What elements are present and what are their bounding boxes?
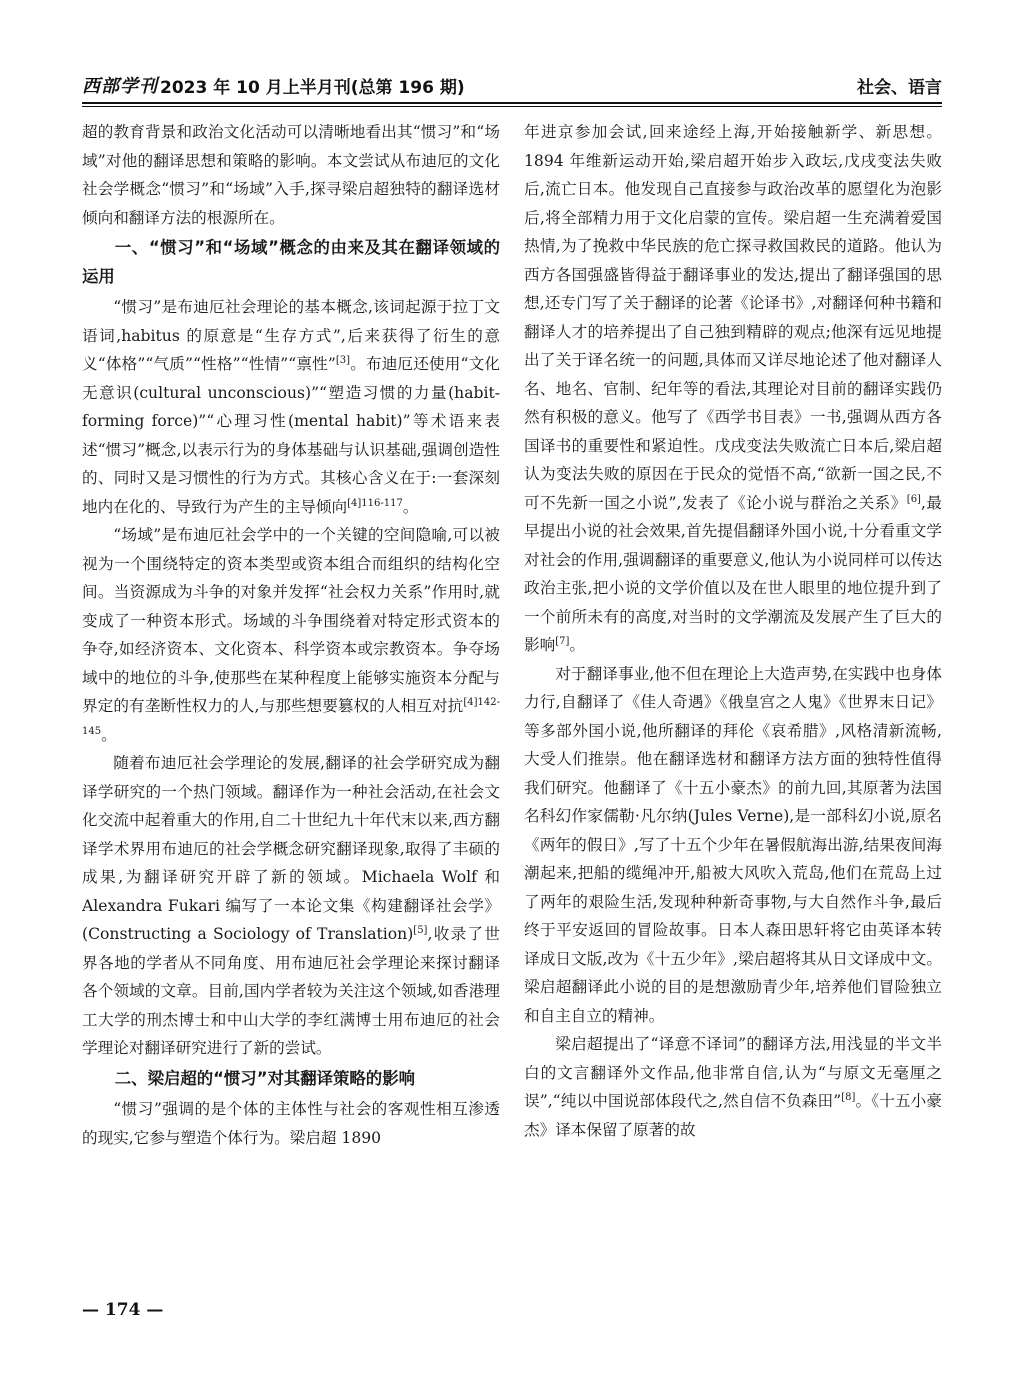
paragraph-text: 二、梁启超的“惯习”对其翻译策略的影响 (114, 1068, 415, 1088)
paragraph-text: 随着布迪厄社会学理论的发展,翻译的社会学研究成为翻译学研究的一个热门领域。翻译作为一种社会活动,在社会文化交流中起着重大的作用,自二十世纪九十年代末以来,西方翻译学术界用布迪厄的社会学概念研究翻译现象,取得了丰硕的成果,为翻译研究开辟了新的领域。Michaela Wolf 和 Alexandra Fukari 编写了一本论文集《构建翻译社会学》(Constructing a Sociology of Translation) (82, 754, 500, 943)
citation-ref: [4]142-145 (82, 696, 500, 737)
paragraph-text: 对于翻译事业,他不但在理论上大造声势,在实践中也身体力行,自翻译了《佳人奇遇》《俄皇宫之人鬼》《世界末日记》等多部外国小说,他所翻译的拜伦《哀希腊》,风格清新流畅,大受人们推崇。他在翻译选材和翻译方法方面的独特性值得我们研究。他翻译了《十五小豪杰》的前九回,其原著为法国名科幻作家儒勒·凡尔纳(Jules Verne),是一部科幻小说,原名《两年的假日》,写了十五个少年在暑假航海出游,结果夜间海潮起来,把船的缆绳冲开,船被大风吹入荒岛,他们在荒岛上过了两年的艰险生活,发现种种新奇事物,与大自然作斗争,最后终于平安返回的冒险故事。日本人森田思轩将它由英译本转译成日文版,改为《十五少年》,梁启超将其从日文译成中文。梁启超翻译此小说的目的是想激励青少年,培养他们冒险独立和自主自立的精神。 (524, 664, 942, 1025)
citation-ref: [4]116-117 (347, 497, 403, 509)
citation-ref: [6] (906, 493, 921, 505)
section-label: 社会、语言 (857, 77, 942, 98)
header-left (82, 72, 465, 98)
paragraph (82, 521, 500, 749)
header-rule-thin (82, 106, 942, 107)
body-columns (82, 118, 942, 1288)
right-column (524, 118, 942, 1288)
left-column (82, 118, 500, 1288)
citation-ref: [3] (335, 354, 351, 366)
paragraph-text: “场域”是布迪厄社会学中的一个关键的空间隐喻,可以被视为一个围绕特定的资本类型或资本组合而组织的结构化空间。当资源成为斗争的对象并发挥“社会权力关系”作用时,就变成了一种资本形式。场域的斗争围绕着对特定形式资本的争夺,如经济资本、文化资本、科学资本或宗教资本。争夺场域中的地位的斗争,使那些在某种程度上能够实施资本分配与界定的有垄断性权力的人,与那些想要篡权的人相互对抗 (82, 526, 500, 715)
paragraph (82, 293, 500, 521)
paragraph-text: “惯习”是布迪厄社会理论的基本概念,该词起源于拉丁文语词,habitus 的原意是“生存方式”,后来获得了衍生的意义“体格”“气质”“性格”“性情”“禀性” (82, 298, 500, 373)
paragraph-text: 一、“惯习”和“场域”概念的由来及其在翻译领域的运用 (82, 238, 500, 286)
header-rule (82, 102, 942, 104)
citation-ref: [5] (413, 924, 428, 936)
paragraph (82, 749, 500, 1063)
paragraph-text: 。 (569, 636, 585, 654)
citation-ref: [7] (555, 635, 570, 647)
journal-logo: 西部学刊 (82, 76, 158, 97)
paragraph-text: ,收录了世界各地的学者从不同角度、用布迪厄社会学理论来探讨翻译各个领域的文章。目前,国内学者较为关注这个领域,如香港理工大学的刑杰博士和中山大学的李红满博士用布迪厄的社会学理论对翻译研究进行了新的尝试。 (82, 925, 500, 1057)
paragraph (524, 118, 942, 660)
paragraph-text: 。 (402, 497, 419, 516)
paragraph (82, 118, 500, 232)
paragraph-text: ,最早提出小说的社会效果,首先提倡翻译外国小说,十分看重文学对社会的作用,强调翻译的重要意义,他认为小说同样可以传达政治主张,把小说的文学价值以及在世人眼里的地位提升到了一个前所未有的高度,对当时的文学潮流及发展产生了巨大的影响 (524, 493, 942, 654)
paragraph-text: 超的教育背景和政治文化活动可以清晰地看出其“惯习”和“场域”对他的翻译思想和策略的影响。本文尝试从布迪厄的文化社会学概念“惯习”和“场域”入手,探寻梁启超独特的翻译选材倾向和翻译方法的根源所在。 (82, 123, 500, 227)
page-number: — 174 — (82, 1300, 164, 1320)
paragraph-text: 。 (101, 725, 117, 744)
paragraph-text: “惯习”强调的是个体的主体性与社会的客观性相互渗透的现实,它参与塑造个体行为。梁启超 1890 (82, 1100, 500, 1147)
paragraph (82, 1095, 500, 1152)
running-header (82, 70, 942, 100)
section-heading (82, 234, 500, 291)
paragraph (524, 1030, 942, 1144)
citation-ref: [8] (841, 1091, 856, 1103)
paragraph-text: 。《十五小豪杰》译本保留了原著的故 (524, 1092, 942, 1139)
issue-info: 2023 年 10 月上半月刊(总第 196 期) (160, 77, 465, 98)
paragraph-text: 。布迪厄还使用“文化无意识(cultural unconscious)”“塑造习惯的力量(habit-forming force)”“心理习性(mental habit)”等术语来表述“惯习”概念,以表示行为的身体基础与认识基础,强调创造性的、同时又是习惯性的行为方式。其核心含义在于:一套深刻地内在化的、导致行为产生的主导倾向 (82, 355, 500, 516)
paragraph-text: 梁启超提出了“译意不译词”的翻译方法,用浅显的半文半白的文言翻译外文作品,他非常自信,认为“与原文无毫厘之误”,“纯以中国说部体段代之,然自信不负森田” (524, 1035, 942, 1110)
paragraph-text: 年进京参加会试,回来途经上海,开始接触新学、新思想。1894 年维新运动开始,梁启超开始步入政坛,戊戌变法失败后,流亡日本。他发现自己直接参与政治改革的愿望化为泡影后,将全部精力用于文化启蒙的宣传。梁启超一生充满着爱国热情,为了挽救中华民族的危亡探寻救国救民的道路。他认为西方各国强盛皆得益于翻译事业的发达,提出了翻译强国的思想,还专门写了关于翻译的论著《论译书》,对翻译何种书籍和翻译人才的培养提出了自己独到精辟的观点;他深有远见地提出了关于译名统一的问题,具体而又详尽地论述了他对翻译人名、地名、官制、纪年等的看法,其理论对目前的翻译实践仍然有积极的意义。他写了《西学书目表》一书,强调从西方各国译书的重要性和紧迫性。戊戌变法失败流亡日本后,梁启超认为变法失败的原因在于民众的觉悟不高,“欲新一国之民,不可不先新一国之小说”,发表了《论小说与群治之关系》 (524, 123, 942, 512)
section-heading (82, 1065, 500, 1094)
paragraph (524, 660, 942, 1031)
